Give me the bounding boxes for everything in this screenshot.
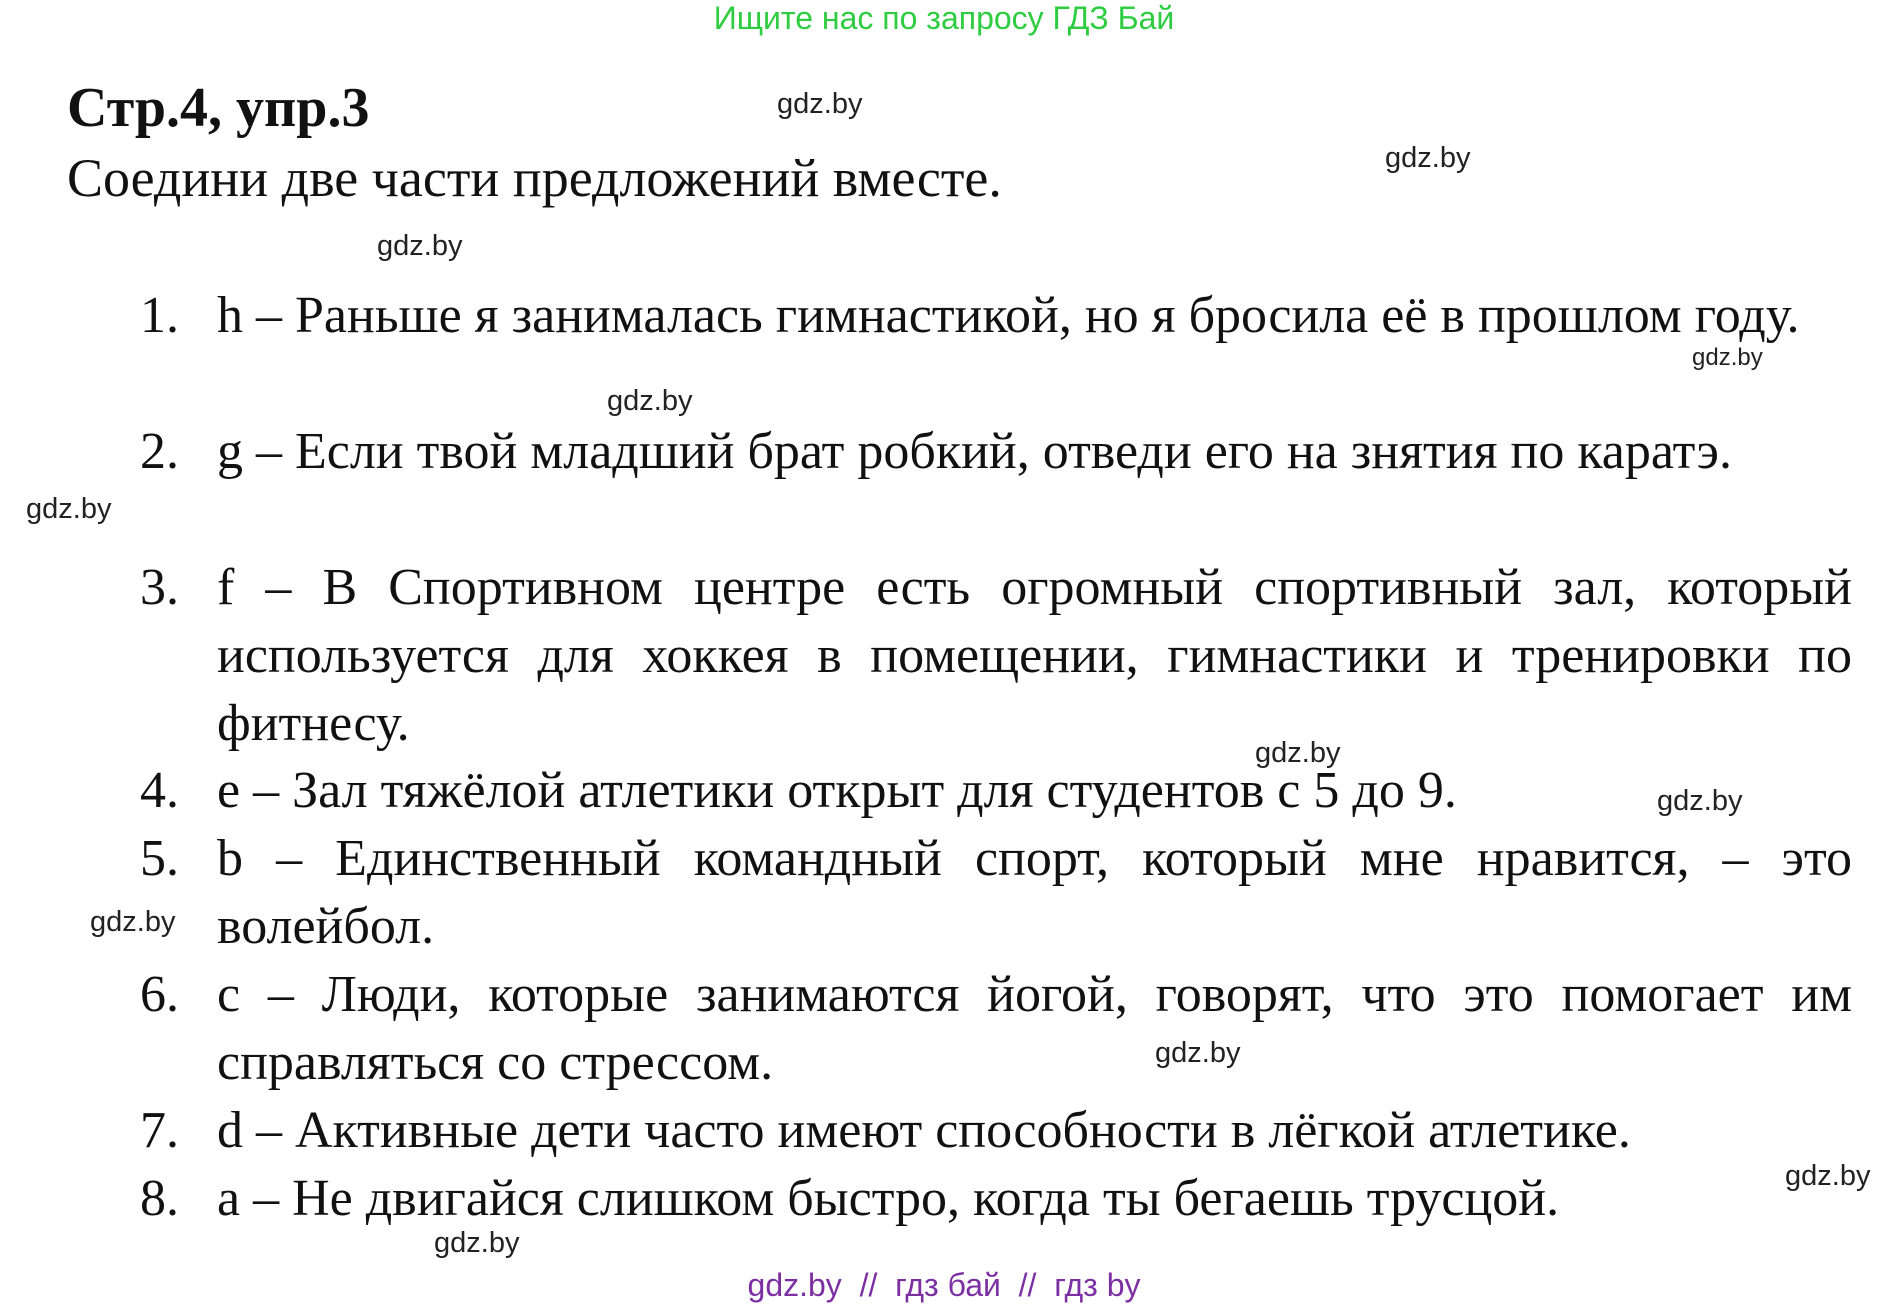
top-banner: Ищите нас по запросу ГДЗ Бай xyxy=(713,0,1175,36)
answer-item xyxy=(140,757,1852,825)
watermark: gdz.by xyxy=(90,906,176,938)
answer-item xyxy=(140,961,1852,1097)
watermark: gdz.by xyxy=(434,1227,520,1259)
answer-text: b – Единственный командный спорт, который мне нравится, – это волейбол. xyxy=(217,830,1852,955)
watermark: gdz.by xyxy=(607,385,693,417)
answer-text: g – Если твой младший брат робкий, отведи его на знятия по каратэ. xyxy=(217,423,1732,480)
answer-item xyxy=(140,418,1852,486)
answer-text: a – Не двигайся слишком быстро, когда ты бегаешь трусцой. xyxy=(217,1170,1560,1227)
answer-number: 6. xyxy=(140,966,179,1023)
watermark: gdz.by xyxy=(1657,785,1743,817)
exercise-title: Стр.4, упр.3 xyxy=(67,77,370,139)
watermark: gdz.by xyxy=(1255,737,1341,769)
answer-text: e – Зал тяжёлой атлетики открыт для студентов с 5 до 9. xyxy=(217,762,1457,819)
answer-text: h – Раньше я занималась гимнастикой, но я бросила её в прошлом году. xyxy=(217,287,1800,344)
watermark: gdz.by xyxy=(1155,1037,1241,1069)
answer-number: 1. xyxy=(140,287,179,344)
watermark: gdz.by xyxy=(1385,142,1471,174)
answer-item xyxy=(140,282,1852,350)
answer-text: f – В Спортивном центре есть огромный спортивный зал, который используется для хоккея в помещении, гимнастики и тренировки по фитнесу. xyxy=(217,559,1852,752)
answer-number: 3. xyxy=(140,559,179,616)
bottom-banner: gdz.by // гдз бай // гдз by xyxy=(747,1267,1141,1303)
answer-number: 4. xyxy=(140,762,179,819)
answer-item xyxy=(140,1097,1852,1165)
answer-item xyxy=(140,554,1852,758)
answer-number: 7. xyxy=(140,1102,179,1159)
watermark: gdz.by xyxy=(1692,344,1763,371)
answer-text: c – Люди, которые занимаются йогой, говорят, что это помогает им справляться со стрессом. xyxy=(217,966,1852,1091)
answer-item xyxy=(140,825,1852,961)
answer-text: d – Активные дети часто имеют способности в лёгкой атлетике. xyxy=(217,1102,1631,1159)
watermark: gdz.by xyxy=(1785,1160,1871,1192)
watermark: gdz.by xyxy=(777,88,863,120)
watermark: gdz.by xyxy=(26,493,112,525)
answer-number: 8. xyxy=(140,1170,179,1227)
watermark: gdz.by xyxy=(377,230,463,262)
exercise-instruction: Соедини две части предложений вместе. xyxy=(67,148,1002,208)
answer-item xyxy=(140,1165,1852,1233)
answer-number: 5. xyxy=(140,830,179,887)
answer-number: 2. xyxy=(140,423,179,480)
